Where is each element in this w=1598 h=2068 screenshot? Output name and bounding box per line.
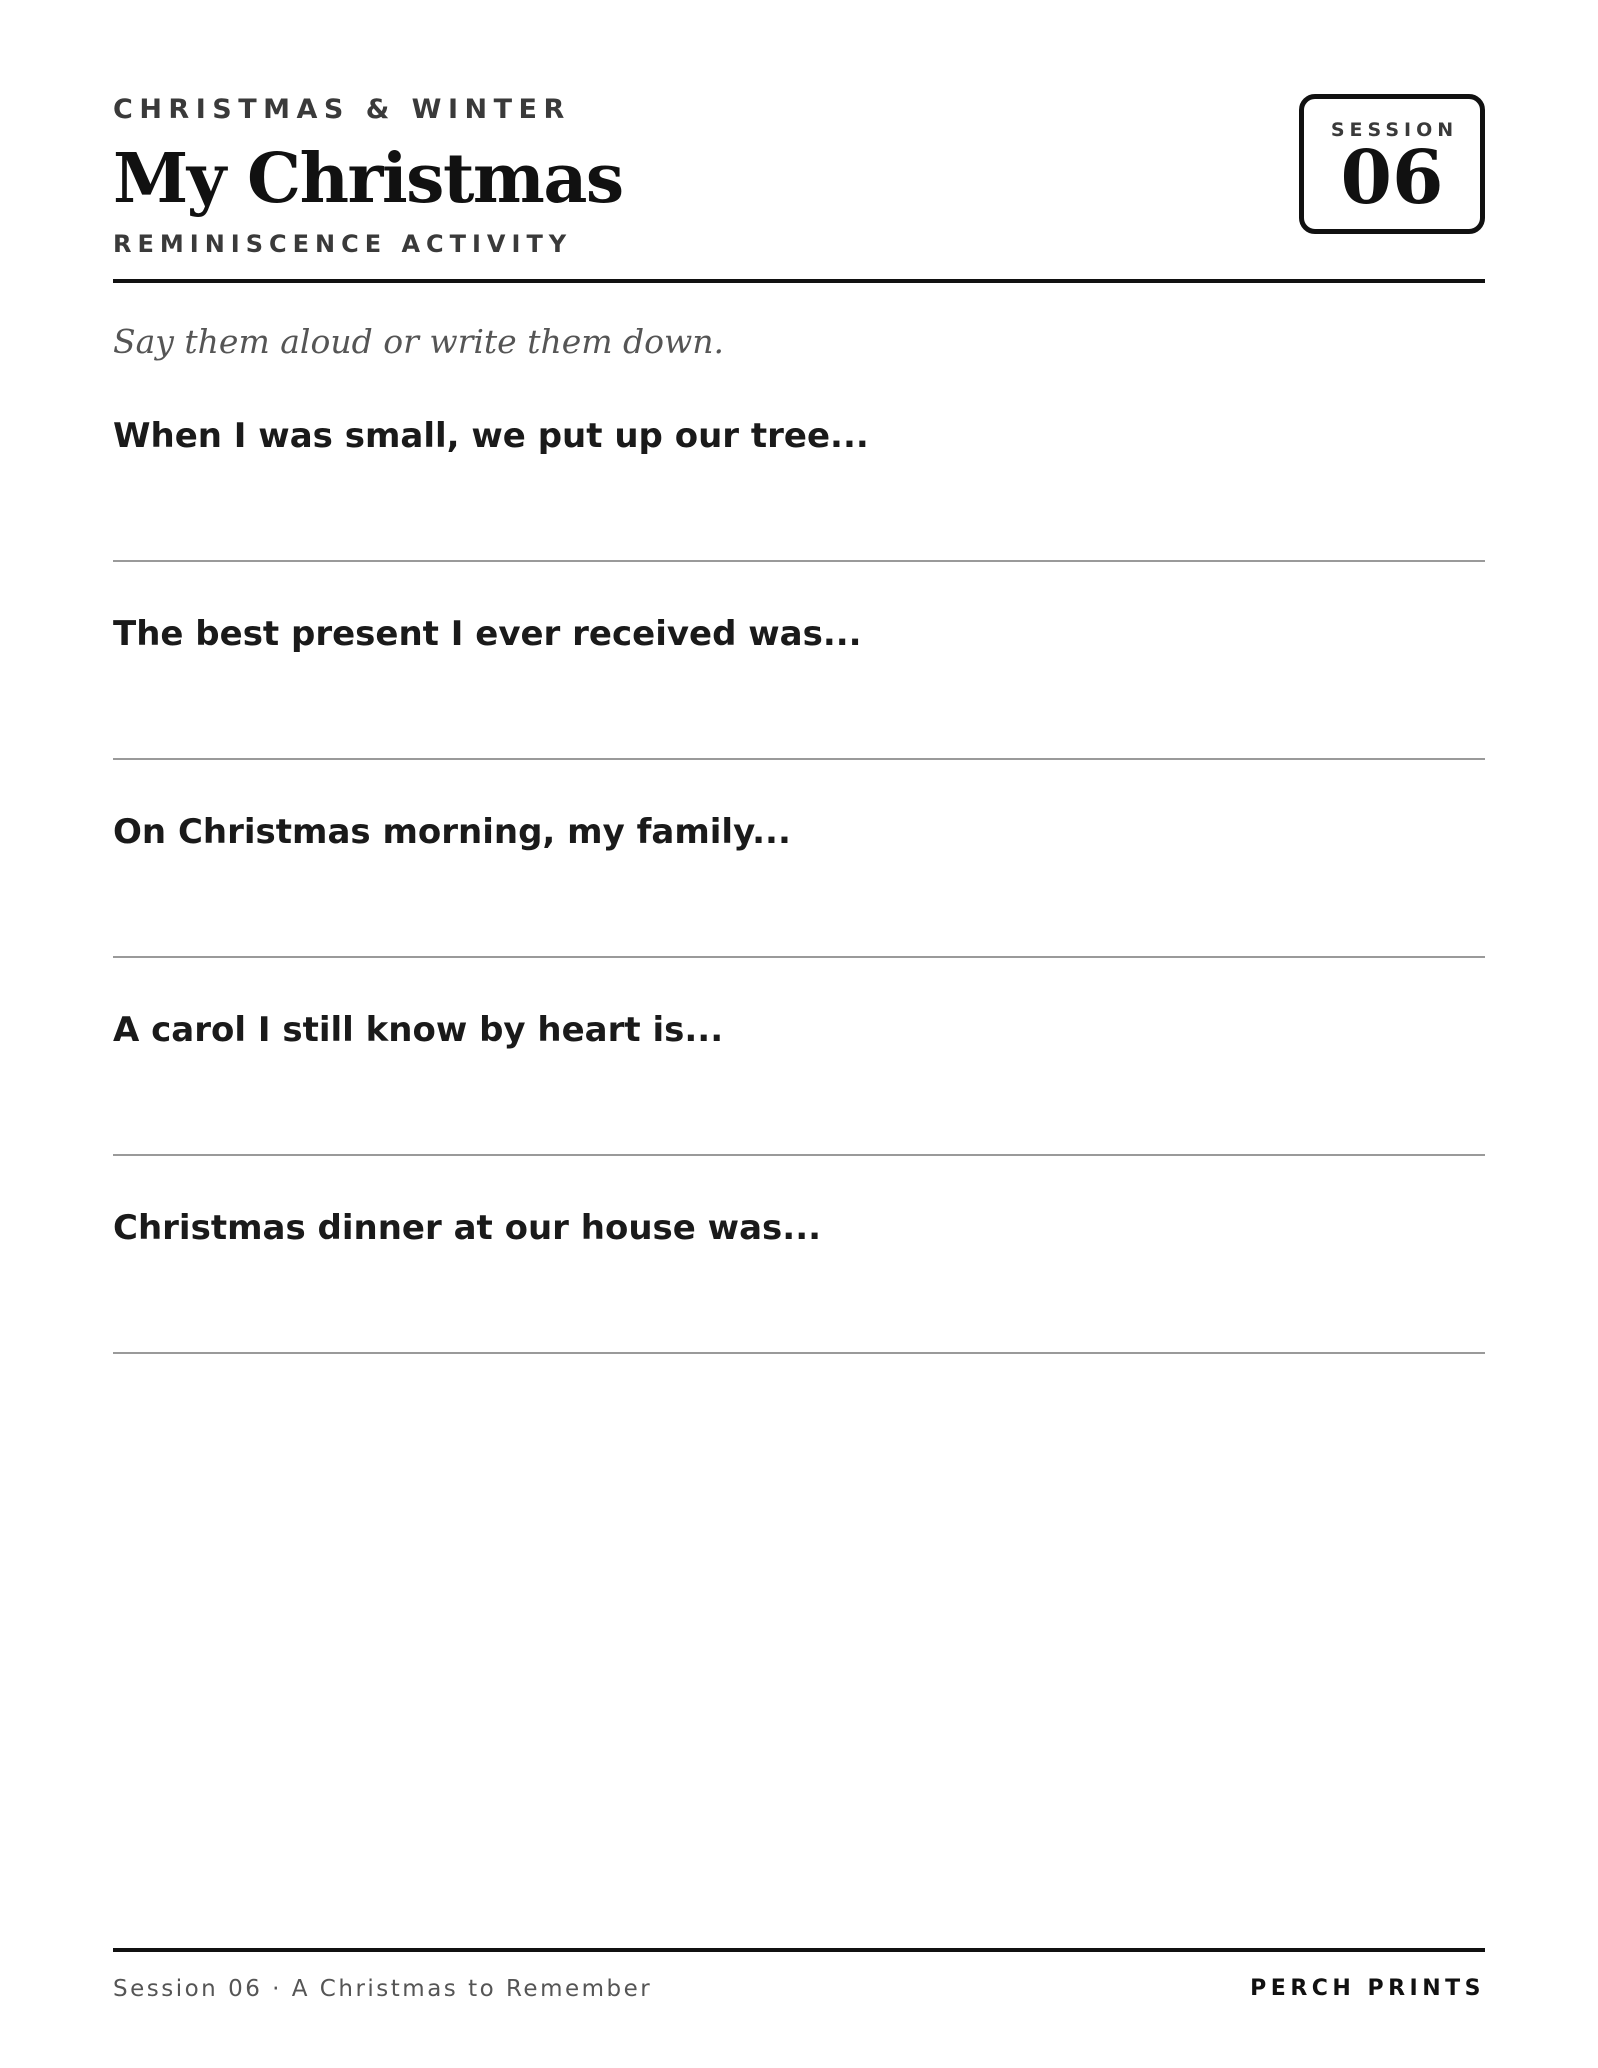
prompt-item	[113, 410, 1485, 608]
prompt-item	[113, 608, 1485, 806]
answer-line	[113, 560, 1485, 562]
footer-session-info: Session 06 · A Christmas to Remember	[113, 1976, 653, 2002]
answer-line	[113, 1154, 1485, 1156]
instruction-text: Say them aloud or write them down.	[113, 322, 724, 361]
header-divider	[113, 279, 1485, 283]
category-label: CHRISTMAS & WINTER	[113, 94, 571, 125]
footer-brand: PERCH PRINTS	[1250, 1976, 1485, 2001]
prompt-text: On Christmas morning, my family...	[113, 812, 791, 852]
footer-divider	[113, 1948, 1485, 1952]
page-title: My Christmas	[113, 139, 623, 219]
session-number: 06	[1340, 135, 1444, 221]
session-label: SESSION	[1330, 119, 1459, 141]
prompt-list	[113, 410, 1485, 1400]
prompt-text: When I was small, we put up our tree...	[113, 416, 869, 456]
session-badge	[1299, 94, 1485, 234]
page-header	[113, 90, 1485, 280]
prompt-item	[113, 806, 1485, 1004]
prompt-text: Christmas dinner at our house was...	[113, 1208, 822, 1248]
answer-line	[113, 1352, 1485, 1354]
prompt-text: The best present I ever received was...	[113, 614, 862, 654]
page-subtitle: REMINISCENCE ACTIVITY	[113, 230, 573, 258]
prompt-item	[113, 1202, 1485, 1400]
answer-line	[113, 758, 1485, 760]
prompt-text: A carol I still know by heart is...	[113, 1010, 724, 1050]
prompt-item	[113, 1004, 1485, 1202]
answer-line	[113, 956, 1485, 958]
